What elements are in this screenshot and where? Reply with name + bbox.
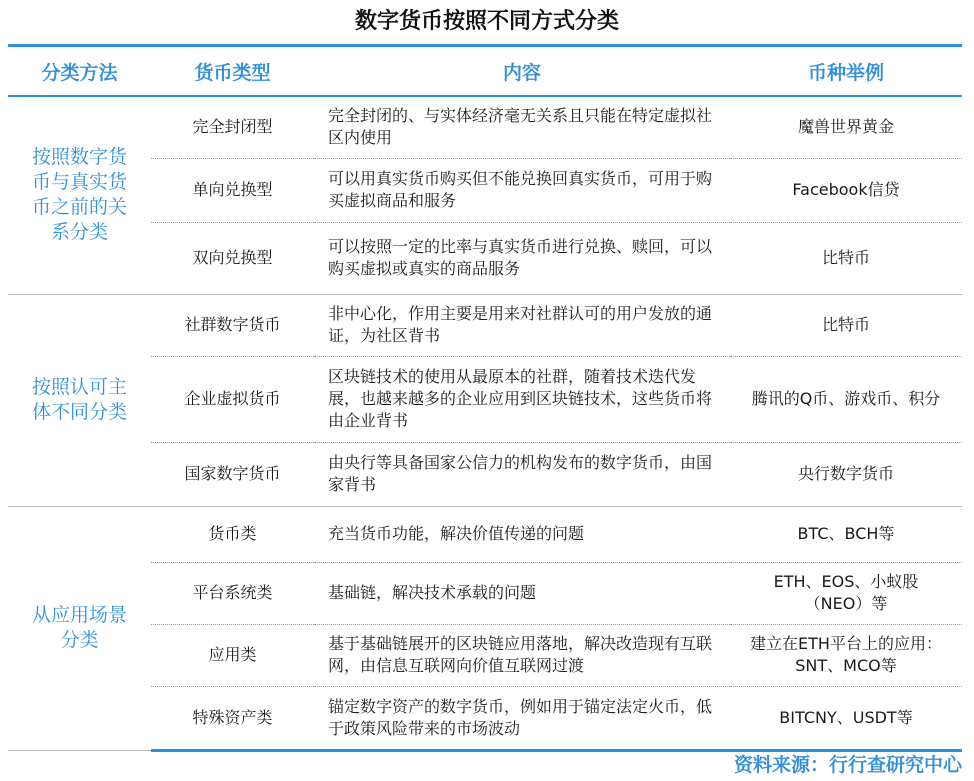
type-cell: 特殊资产类 [151,686,314,750]
header-content: 内容 [314,46,730,97]
type-cell: 单向兑换型 [151,158,314,222]
example-cell: 央行数字货币 [730,442,962,506]
example-cell [730,356,962,442]
method-cell [8,96,151,294]
header-method: 分类方法 [8,46,151,97]
content-cell: 锚定数字资产的数字货币，例如用于锚定法定火币，低于政策风险带来的市场波动 [314,686,730,750]
table-row [8,356,962,442]
type-cell: 国家数字货币 [151,442,314,506]
table-row [8,624,962,686]
type-cell: 应用类 [151,624,314,686]
type-cell: 平台系统类 [151,562,314,624]
table-row [8,294,962,356]
header-type: 货币类型 [151,46,314,97]
type-cell: 企业虚拟货币 [151,356,314,442]
table-header-row [8,46,962,97]
example-cell [730,624,962,686]
table-row [8,158,962,222]
page-title: 数字货币按照不同方式分类 [354,9,619,34]
example-label: 腾讯的Q币、游戏币、积分 [751,389,941,408]
content-cell: 基于基础链展开的区块链应用落地，解决改造现有互联网，由信息互联网向价值互联网过渡 [314,624,730,686]
example-cell: 比特币 [730,294,962,356]
example-cell: 比特币 [730,222,962,294]
table-row [8,96,962,158]
method-cell [8,506,151,750]
content-cell: 基础链，解决技术承载的问题 [314,562,730,624]
example-cell: BITCNY、USDT等 [730,686,962,750]
type-cell: 双向兑换型 [151,222,314,294]
example-cell: Facebook信贷 [730,158,962,222]
content-cell: 非中心化，作用主要是用来对社群认可的用户发放的通证，为社区背书 [314,294,730,356]
content-cell: 充当货币功能，解决价值传递的问题 [314,506,730,562]
source-note: 资料来源：行行查研究中心 [733,754,962,776]
table-row [8,222,962,294]
table-row [8,506,962,562]
method-label: 从应用场景分类 [31,604,127,651]
classification-table [8,44,962,752]
type-cell: 货币类 [151,506,314,562]
table-row [8,442,962,506]
example-cell: BTC、BCH等 [730,506,962,562]
content-cell: 完全封闭的、与实体经济毫无关系且只能在特定虚拟社区内使用 [314,96,730,158]
header-example: 币种举例 [730,46,962,97]
table-row [8,686,962,750]
content-cell: 由央行等具备国家公信力的机构发布的数字货币，由国家背书 [314,442,730,506]
content-cell: 区块链技术的使用从最原本的社群，随着技术迭代发展，也越来越多的企业应用到区块链技术，这些货币将由企业背书 [314,356,730,442]
method-label: 按照认可主体不同分类 [31,376,127,423]
example-label: ETH、EOS、小蚁股（NEO）等 [773,572,919,613]
table-row [8,562,962,624]
example-label: 建立在ETH平台上的应用：SNT、MCO等 [750,634,942,675]
example-cell: 魔兽世界黄金 [730,96,962,158]
type-cell: 社群数字货币 [151,294,314,356]
example-cell [730,562,962,624]
type-cell: 完全封闭型 [151,96,314,158]
content-cell: 可以按照一定的比率与真实货币进行兑换、赎回，可以购买虚拟或真实的商品服务 [314,222,730,294]
content-cell: 可以用真实货币购买但不能兑换回真实货币，可用于购买虚拟商品和服务 [314,158,730,222]
method-label: 按照数字货币与真实货币之前的关系分类 [31,146,127,244]
method-cell [8,294,151,506]
